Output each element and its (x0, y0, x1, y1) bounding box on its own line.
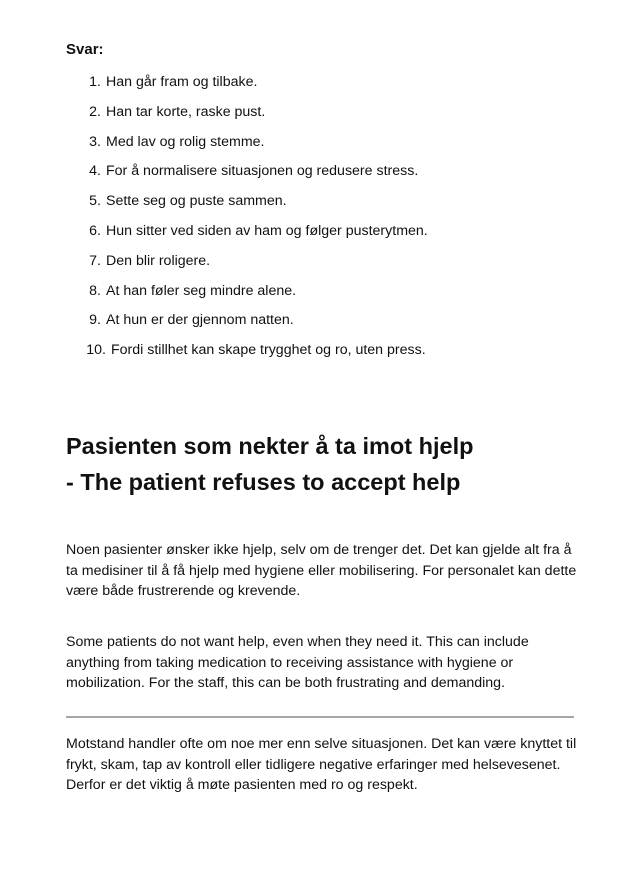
list-item-text: Han tar korte, raske pust. (106, 103, 266, 120)
answers-heading: Svar: (66, 41, 104, 58)
list-item (66, 161, 586, 191)
list-item (66, 251, 586, 281)
list-item-number: 6. (89, 222, 101, 239)
list-item-number: 3. (89, 133, 101, 150)
list-item-number: 7. (89, 252, 101, 269)
list-item-text: Han går fram og tilbake. (106, 74, 258, 90)
list-item (66, 72, 586, 102)
paragraph-norwegian: Noen pasienter ønsker ikke hjelp, selv om de trenger det. Det kan gjelde alt fra å ta medisiner til å få hjelp med hygiene eller mobilisering. For personalet kan dette være både frustrerende og krevende. (66, 542, 577, 600)
section-title-english: - The patient refuses to accept help (66, 469, 461, 495)
list-item-number: 9. (89, 312, 101, 329)
list-item-text: Den blir roligere. (106, 252, 211, 269)
list-item-number: 8. (89, 282, 101, 299)
list-item-text: Med lav og rolig stemme. (106, 133, 265, 150)
paragraph-english: Some patients do not want help, even when they need it. This can include anything from taking medication to receiving assistance with hygiene or mobilization. For the staff, this can be both frustrating and demanding. (66, 634, 529, 692)
list-item-text: At han føler seg mindre alene. (106, 282, 297, 299)
section-divider (66, 716, 574, 718)
list-item-text: Hun sitter ved siden av ham og følger pusterytmen. (106, 222, 428, 239)
list-item-text: At hun er der gjennom natten. (106, 312, 294, 329)
list-item-text: For å normalisere situasjonen og redusere stress. (106, 163, 419, 180)
section-title-norwegian: Pasienten som nekter å ta imot hjelp (66, 433, 474, 459)
list-item-text: Sette seg og puste sammen. (106, 193, 287, 210)
paragraph-norwegian-2: Motstand handler ofte om noe mer enn selve situasjonen. Det kan være knyttet til frykt, skam, tap av kontroll eller tidligere negative erfaringer med helsevesenet. Derfor er det viktig å møte pasienten med ro og respekt. (66, 736, 577, 794)
list-item (66, 102, 586, 132)
list-item-number: 10. (86, 342, 106, 359)
list-item-text: Fordi stillhet kan skape trygghet og ro, uten press. (111, 342, 426, 359)
list-item-number: 2. (89, 103, 101, 120)
list-item (66, 310, 586, 340)
list-item-number: 4. (89, 163, 101, 180)
list-item-number: 5. (89, 193, 101, 210)
list-item (66, 221, 586, 251)
list-item (66, 281, 586, 311)
list-item (66, 132, 586, 162)
list-item (66, 191, 586, 221)
list-item-number: 1. (89, 74, 101, 90)
list-item (66, 340, 586, 370)
section-title (66, 428, 586, 500)
answer-list (66, 72, 586, 370)
